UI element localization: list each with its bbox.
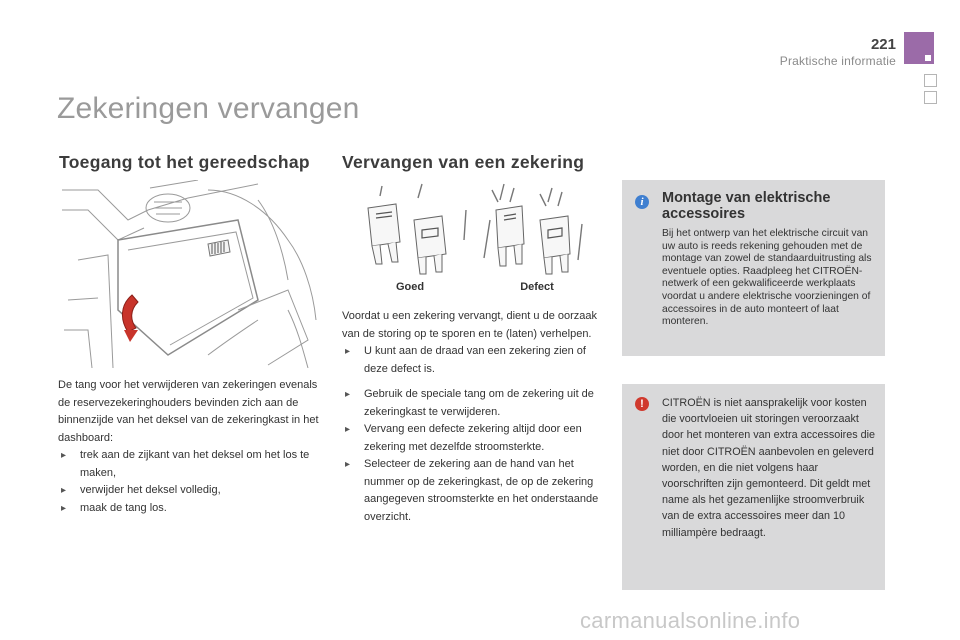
warning-icon: !	[635, 397, 649, 411]
chapter-tab[interactable]	[924, 91, 937, 104]
left-intro: De tang voor het verwijderen van zekeringen evenals de reservezekeringhouders bevinden zich aan de binnenzijde van het deksel van de zekeringkast in het dashboard:	[58, 379, 319, 444]
label-defect: Defect	[520, 281, 554, 293]
middle-bullet: ▸ Selecteer de zekering aan de hand van het nummer op de zekeringkast, de op de zekering aangegeven stroomsterkte en het onderstaande overzicht.	[342, 456, 604, 526]
fuses-illustration	[356, 180, 596, 276]
dashboard-fusebox-illustration	[58, 180, 320, 368]
heading-vervangen: Vervangen van een zekering	[342, 152, 585, 172]
middle-intro: Voordat u een zekering vervangt, dient u de oorzaak van de storing op te sporen en te (laten) verhelpen.	[342, 310, 598, 340]
page-title: Zekeringen vervangen	[57, 92, 360, 125]
info-icon: i	[635, 195, 649, 209]
page-number: 221	[870, 36, 896, 53]
chapter-tab[interactable]	[924, 74, 937, 87]
middle-bullet: ▸ Gebruik de speciale tang om de zekering uit de zekeringkast te verwijderen.	[342, 386, 604, 421]
warning-box-text: CITROËN is niet aansprakelijk voor kosten die voortvloeien uit storingen veroorzaakt door het monteren van extra accessoires die niet door CITROËN aanbevolen en geleverd worden, en die niet volgens haar voorschriften zijn gemonteerd. Dit geldt met name als het gezamenlijke stroomverbruik van de extra accessoires meer dan 10 milliampère bedraagt.	[662, 397, 876, 539]
info-box-title: Montage van elektrische accessoires	[662, 190, 831, 222]
label-good: Goed	[395, 281, 425, 293]
left-bullet: ▸ trek aan de zijkant van het deksel om het los te maken,	[58, 447, 320, 482]
middle-bullet: ▸ U kunt aan de draad van een zekering zien of deze defect is.	[342, 343, 604, 378]
heading-toegang: Toegang tot het gereedschap	[59, 152, 310, 172]
chapter-tab-active[interactable]	[904, 32, 934, 64]
watermark: carmanualsonline.info	[580, 608, 801, 633]
section-title: Praktische informatie	[779, 54, 896, 68]
left-body	[58, 377, 320, 517]
middle-body	[342, 308, 604, 526]
left-bullet: ▸ maak de tang los.	[58, 500, 320, 518]
tab-marker-icon	[925, 55, 931, 61]
info-box-text: Bij het ontwerp van het elektrische circuit van uw auto is reeds rekening gehouden met de montage van zowel de standaarduitrusting als eventuele opties. Raadpleeg het CITROËN-netwerk of een gekwalificeerde werkplaats voordat u andere elektrische voorzieningen of accessoires in de auto monteert of laat monteren.	[662, 228, 872, 328]
left-bullet: ▸ verwijder het deksel volledig,	[58, 482, 320, 500]
middle-bullet: ▸ Vervang een defecte zekering altijd door een zekering met dezelfde stroomsterkte.	[342, 421, 604, 456]
